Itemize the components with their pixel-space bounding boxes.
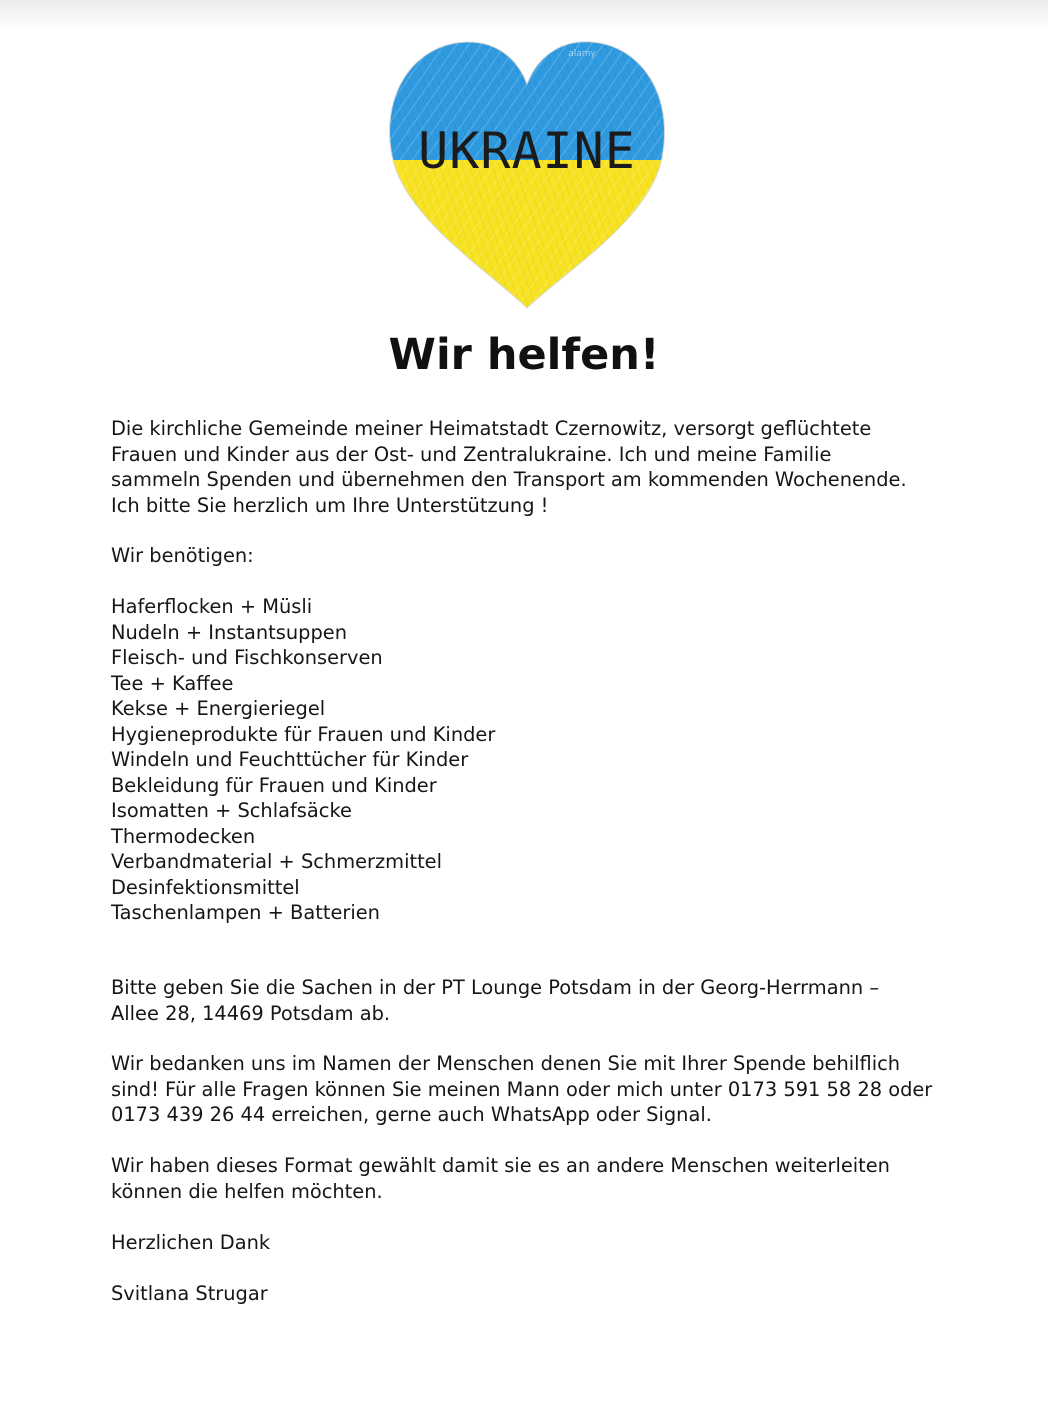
list-item: Fleisch- und Fischkonserven (111, 646, 383, 669)
thanks-paragraph (111, 1051, 951, 1128)
list-item: Thermodecken (111, 824, 256, 848)
list-item: Kekse + Energieriegel (111, 697, 326, 720)
closing-text: Herzlichen Dank (111, 1231, 271, 1254)
list-item: Desinfektionsmittel (111, 875, 300, 899)
intro-line: sammeln Spenden und übernehmen den Transport am kommenden Wochenende. (111, 468, 907, 491)
thanks-line: 0173 439 26 44 erreichen, gerne auch WhatsApp oder Signal. (111, 1103, 712, 1126)
dropoff-paragraph (111, 975, 951, 1026)
watermark-text: alamy (568, 49, 596, 59)
dropoff-line: Allee 28, 14469 Potsdam ab. (111, 1001, 391, 1025)
heart-label: UKRAINE (418, 122, 636, 180)
top-shadow (0, 0, 1048, 30)
list-item: Isomatten + Schlafsäcke (111, 799, 352, 822)
intro-line: Frauen und Kinder aus der Ost- und Zentralukraine. Ich und meine Familie (111, 442, 832, 466)
thanks-line: sind! Für alle Fragen können Sie meinen Mann oder mich unter 0173 591 58 28 oder (111, 1077, 933, 1101)
ukraine-heart-image (386, 40, 668, 312)
intro-paragraph (111, 416, 951, 518)
list-item: Haferflocken + Müsli (111, 595, 313, 618)
list-item: Bekleidung für Frauen und Kinder (111, 773, 437, 797)
list-item: Tee + Kaffee (111, 671, 234, 695)
needs-heading: Wir benötigen: (111, 544, 254, 567)
dropoff-line: Bitte geben Sie die Sachen in der PT Lounge Potsdam in der Georg-Herrmann – (111, 976, 880, 999)
signature: Svitlana Strugar (111, 1282, 268, 1305)
list-item: Verbandmaterial + Schmerzmittel (111, 850, 442, 873)
format-line: Wir haben dieses Format gewählt damit sie es an andere Menschen weiterleiten (111, 1154, 890, 1177)
list-item: Taschenlampen + Batterien (111, 901, 380, 924)
intro-line: Ich bitte Sie herzlich um Ihre Unterstützung ! (111, 493, 549, 517)
page-title: Wir helfen! (388, 330, 660, 380)
intro-line: Die kirchliche Gemeinde meiner Heimatstadt Czernowitz, versorgt geflüchtete (111, 417, 872, 440)
thanks-line: Wir bedanken uns im Namen der Menschen denen Sie mit Ihrer Spende behilflich (111, 1052, 901, 1075)
list-item: Nudeln + Instantsuppen (111, 620, 348, 644)
list-item: Hygieneprodukte für Frauen und Kinder (111, 722, 496, 746)
format-paragraph (111, 1153, 951, 1204)
format-line: können die helfen möchten. (111, 1179, 383, 1203)
list-item: Windeln und Feuchttücher für Kinder (111, 748, 469, 771)
needs-list (111, 594, 951, 926)
